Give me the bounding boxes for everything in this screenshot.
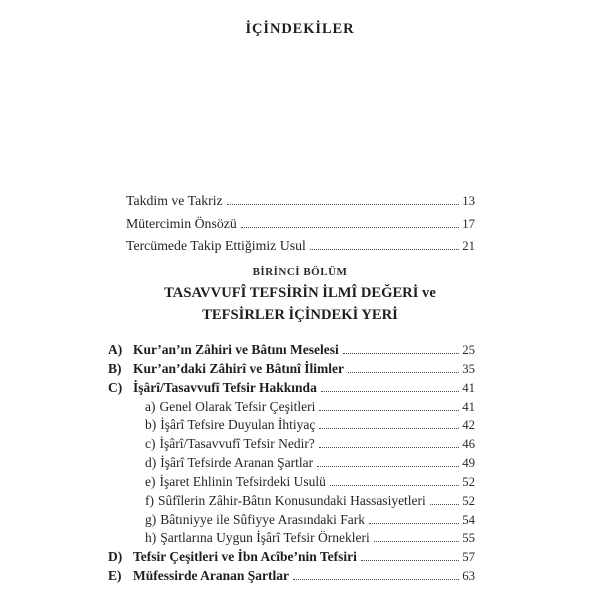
- entry-title: Sûfîlerin Zâhir-Bâtın Konusundaki Hassasiyetleri: [158, 492, 426, 508]
- page-title: İÇİNDEKİLER: [245, 21, 355, 37]
- frontmatter-entry: [126, 235, 475, 258]
- entry-title: Kur’an’ın Zâhiri ve Bâtını Meselesi: [133, 342, 339, 357]
- dot-leader: [293, 579, 459, 580]
- entry-title: İşaret Ehlinin Tefsirdeki Usulü: [159, 473, 326, 489]
- entry-page-number: 21: [462, 239, 475, 254]
- frontmatter-entry: [126, 213, 475, 236]
- dot-leader: [361, 560, 459, 561]
- entry-title: Genel Olarak Tefsir Çeşitleri: [159, 398, 316, 414]
- entry-label: d): [145, 455, 157, 471]
- entry-label: C): [108, 379, 123, 395]
- entry-title: Bâtıniyye ile Sûfiyye Arasındaki Fark: [160, 511, 365, 527]
- entry-title: Mütercimin Önsözü: [126, 215, 237, 231]
- toc-entry: [108, 379, 475, 398]
- toc-entry: [108, 567, 475, 586]
- frontmatter-entry: [126, 190, 475, 213]
- dot-leader: [227, 204, 460, 205]
- toc-entry: [108, 511, 475, 530]
- entry-title: Tefsir Çeşitleri ve İbn Acîbe’nin Tefsiri: [133, 549, 357, 565]
- toc-entry: [108, 548, 475, 567]
- entry-title: İşârî/Tasavvufî Tefsir Hakkında: [133, 379, 317, 395]
- entry-title: İşârî Tefsirde Aranan Şartlar: [160, 455, 314, 471]
- toc-entry: [108, 398, 475, 417]
- entry-page-number: 17: [462, 216, 475, 231]
- frontmatter-list: [126, 190, 475, 258]
- entry-page-number: 63: [462, 569, 475, 584]
- entry-page-number: 41: [462, 399, 475, 414]
- toc-entry: [108, 454, 475, 473]
- toc-entry: [108, 473, 475, 492]
- toc-entry: [108, 435, 475, 454]
- entry-label: b): [145, 417, 157, 433]
- dot-leader: [319, 428, 459, 429]
- dot-leader: [374, 541, 459, 542]
- entry-page-number: 46: [462, 437, 475, 452]
- dot-leader: [310, 249, 459, 250]
- section-heading: [0, 265, 600, 327]
- dot-leader: [321, 391, 459, 392]
- entry-page-number: 55: [462, 531, 475, 546]
- toc-entry: [108, 360, 475, 379]
- entry-label: g): [145, 511, 157, 527]
- dot-leader: [430, 504, 459, 505]
- entry-page-number: 54: [462, 512, 475, 527]
- entry-page-number: 49: [462, 456, 475, 471]
- entry-page-number: 57: [462, 550, 475, 565]
- entry-title: İşârî/Tasavvufî Tefsir Nedir?: [159, 436, 315, 452]
- dot-leader: [369, 523, 459, 524]
- entry-label: h): [145, 530, 157, 546]
- dot-leader: [241, 227, 459, 228]
- toc-entry: [108, 416, 475, 435]
- entry-title: İşârî Tefsire Duyulan İhtiyaç: [160, 417, 316, 433]
- dot-leader: [330, 485, 459, 486]
- entry-label: D): [108, 549, 123, 565]
- entry-title: Kur’an’daki Zâhirî ve Bâtınî İlimler: [133, 360, 345, 376]
- entry-label: B): [108, 360, 122, 376]
- entry-title: Müfessirde Aranan Şartlar: [133, 568, 289, 584]
- entry-label: E): [108, 568, 122, 584]
- entry-label: f): [145, 492, 154, 508]
- entry-label: A): [108, 342, 123, 357]
- dot-leader: [317, 466, 459, 467]
- entry-title: Tercümede Takip Ettiğimiz Usul: [126, 238, 306, 254]
- entry-page-number: 52: [462, 493, 475, 508]
- entry-page-number: 41: [462, 380, 475, 395]
- entry-page-number: 25: [462, 343, 475, 357]
- dot-leader: [319, 410, 459, 411]
- entry-page-number: 35: [462, 361, 475, 376]
- section-title: [0, 283, 600, 327]
- dot-leader: [319, 447, 459, 448]
- entry-label: e): [145, 473, 156, 489]
- entry-title: Takdim ve Takriz: [126, 193, 223, 208]
- entry-page-number: 52: [462, 474, 475, 489]
- entry-label: c): [145, 436, 156, 452]
- entry-page-number: 42: [462, 418, 475, 433]
- toc-entry: [108, 492, 475, 511]
- toc-entry: [108, 529, 475, 548]
- section-title-line1: TASAVVUFÎ TEFSİRİN İLMÎ DEĞERİ ve: [164, 285, 436, 301]
- toc-entry: [108, 341, 475, 360]
- dot-leader: [348, 372, 459, 373]
- entry-label: a): [145, 398, 156, 414]
- entry-page-number: 13: [462, 194, 475, 208]
- section-title-line2: TEFSİRLER İÇİNDEKİ YERİ: [202, 306, 398, 323]
- dot-leader: [343, 353, 459, 354]
- section-kicker: BİRİNCİ BÖLÜM: [252, 266, 348, 278]
- entry-title: Şartlarına Uygun İşârî Tefsir Örnekleri: [160, 530, 370, 546]
- toc-list: [108, 341, 475, 586]
